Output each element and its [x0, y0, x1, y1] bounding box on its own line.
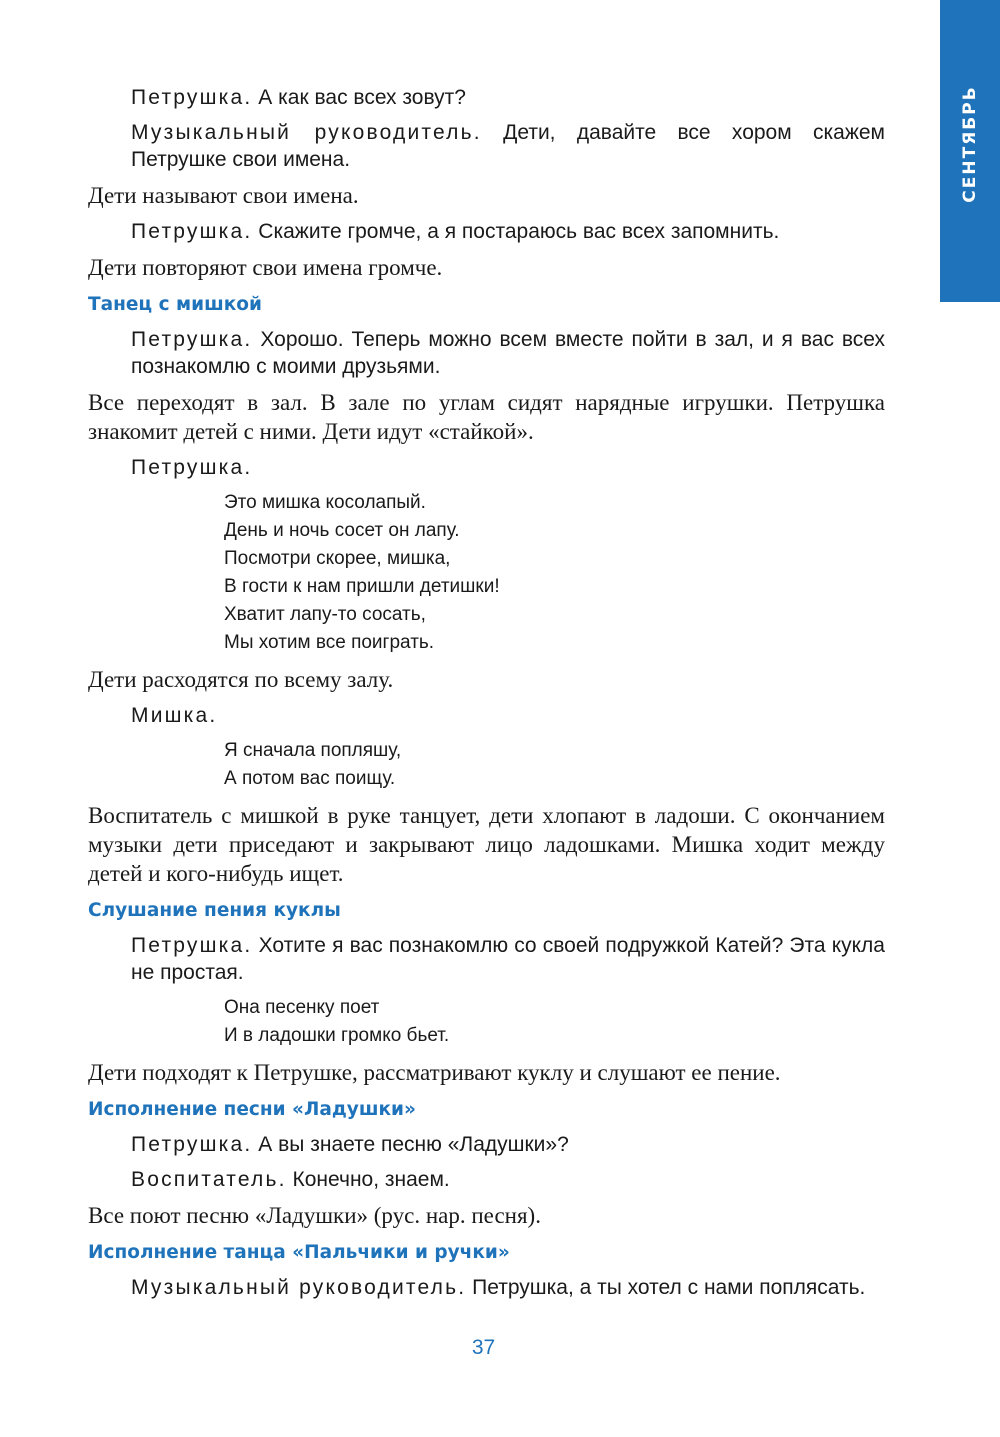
verse — [88, 737, 885, 793]
stage-direction: Все поют песню «Ладушки» (рус. нар. песня). — [88, 1203, 541, 1228]
speech-line — [88, 1131, 885, 1158]
speech-line — [88, 326, 885, 380]
speech-text: Дети, давайте все хором скажем Петрушке свои имена. — [131, 121, 885, 171]
speaker-name: Мишка. — [131, 704, 218, 727]
speaker-name: Петрушка. — [131, 328, 253, 351]
stage-direction: Дети называют свои имена. — [88, 183, 359, 208]
verse-line: Это мишка косолапый. — [224, 492, 426, 513]
speech-text: Хорошо. Теперь можно всем вместе пойти в зал, и я вас всех познакомлю с моими друзьями. — [131, 328, 885, 378]
page-number: 37 — [471, 1336, 496, 1359]
section-heading: Слушание пения куклы — [88, 900, 341, 921]
speech-line — [88, 454, 885, 481]
verse — [88, 489, 885, 657]
speech-line — [88, 119, 885, 173]
verse-line: Я сначала попляшу, — [224, 740, 402, 761]
verse-line: День и ночь сосет он лапу. — [224, 520, 460, 541]
speaker-name: Музыкальный руководитель. — [131, 121, 482, 144]
speaker-name: Петрушка. — [131, 456, 253, 479]
section-heading: Исполнение танца «Пальчики и ручки» — [88, 1242, 510, 1263]
speech-line — [88, 1274, 885, 1301]
speech-line — [88, 1166, 885, 1193]
stage-direction: Дети повторяют свои имена громче. — [88, 255, 443, 280]
verse-line: Посмотри скорее, мишка, — [224, 548, 451, 569]
speaker-name: Петрушка. — [131, 220, 253, 243]
verse-line: И в ладошки громко бьет. — [224, 1025, 450, 1046]
stage-direction: Дети подходят к Петрушке, рассматривают куклу и слушают ее пение. — [88, 1060, 781, 1085]
stage-direction: Дети расходятся по всему залу. — [88, 667, 394, 692]
speaker-name: Музыкальный руководитель. — [131, 1276, 467, 1299]
section-heading: Танец с мишкой — [88, 294, 262, 315]
verse — [88, 994, 885, 1050]
speech-text: Хотите я вас познакомлю со своей подружкой Катей? Эта кукла не простая. — [131, 934, 885, 984]
speaker-name: Петрушка. — [131, 934, 253, 957]
verse-line: Мы хотим все поиграть. — [224, 632, 435, 653]
speech-text: Конечно, знаем. — [286, 1168, 450, 1191]
month-label: СЕНТЯБРЬ — [960, 85, 980, 203]
speaker-name: Петрушка. — [131, 1133, 253, 1156]
month-side-tab — [940, 0, 1000, 302]
speech-text: А как вас всех зовут? — [252, 86, 466, 109]
speech-text: Петрушка, а ты хотел с нами поплясать. — [466, 1276, 866, 1299]
verse-line: Хватит лапу-то сосать, — [224, 604, 426, 625]
speech-text: А вы знаете песню «Ладушки»? — [252, 1133, 569, 1156]
verse-line: В гости к нам пришли детишки! — [224, 576, 500, 597]
verse-line: Она песенку поет — [224, 997, 380, 1018]
speech-line — [88, 218, 885, 245]
section-heading: Исполнение песни «Ладушки» — [88, 1099, 416, 1120]
speech-line — [88, 932, 885, 986]
stage-direction: Все переходят в зал. В зале по углам сидят нарядные игрушки. Петрушка знакомит детей с ними. Дети идут «стайкой». — [88, 390, 885, 444]
speech-line — [88, 702, 885, 729]
page-body — [88, 84, 885, 1309]
speaker-name: Воспитатель. — [131, 1168, 287, 1191]
speech-line — [88, 84, 885, 111]
verse-line: А потом вас поищу. — [224, 768, 396, 789]
speech-text: Скажите громче, а я постараюсь вас всех запомнить. — [252, 220, 780, 243]
speaker-name: Петрушка. — [131, 86, 253, 109]
stage-direction: Воспитатель с мишкой в руке танцует, дети хлопают в ладоши. С окончанием музыки дети приседают и закрывают лицо ладошками. Мишка ходит между детей и кого-нибудь ищет. — [88, 803, 885, 886]
